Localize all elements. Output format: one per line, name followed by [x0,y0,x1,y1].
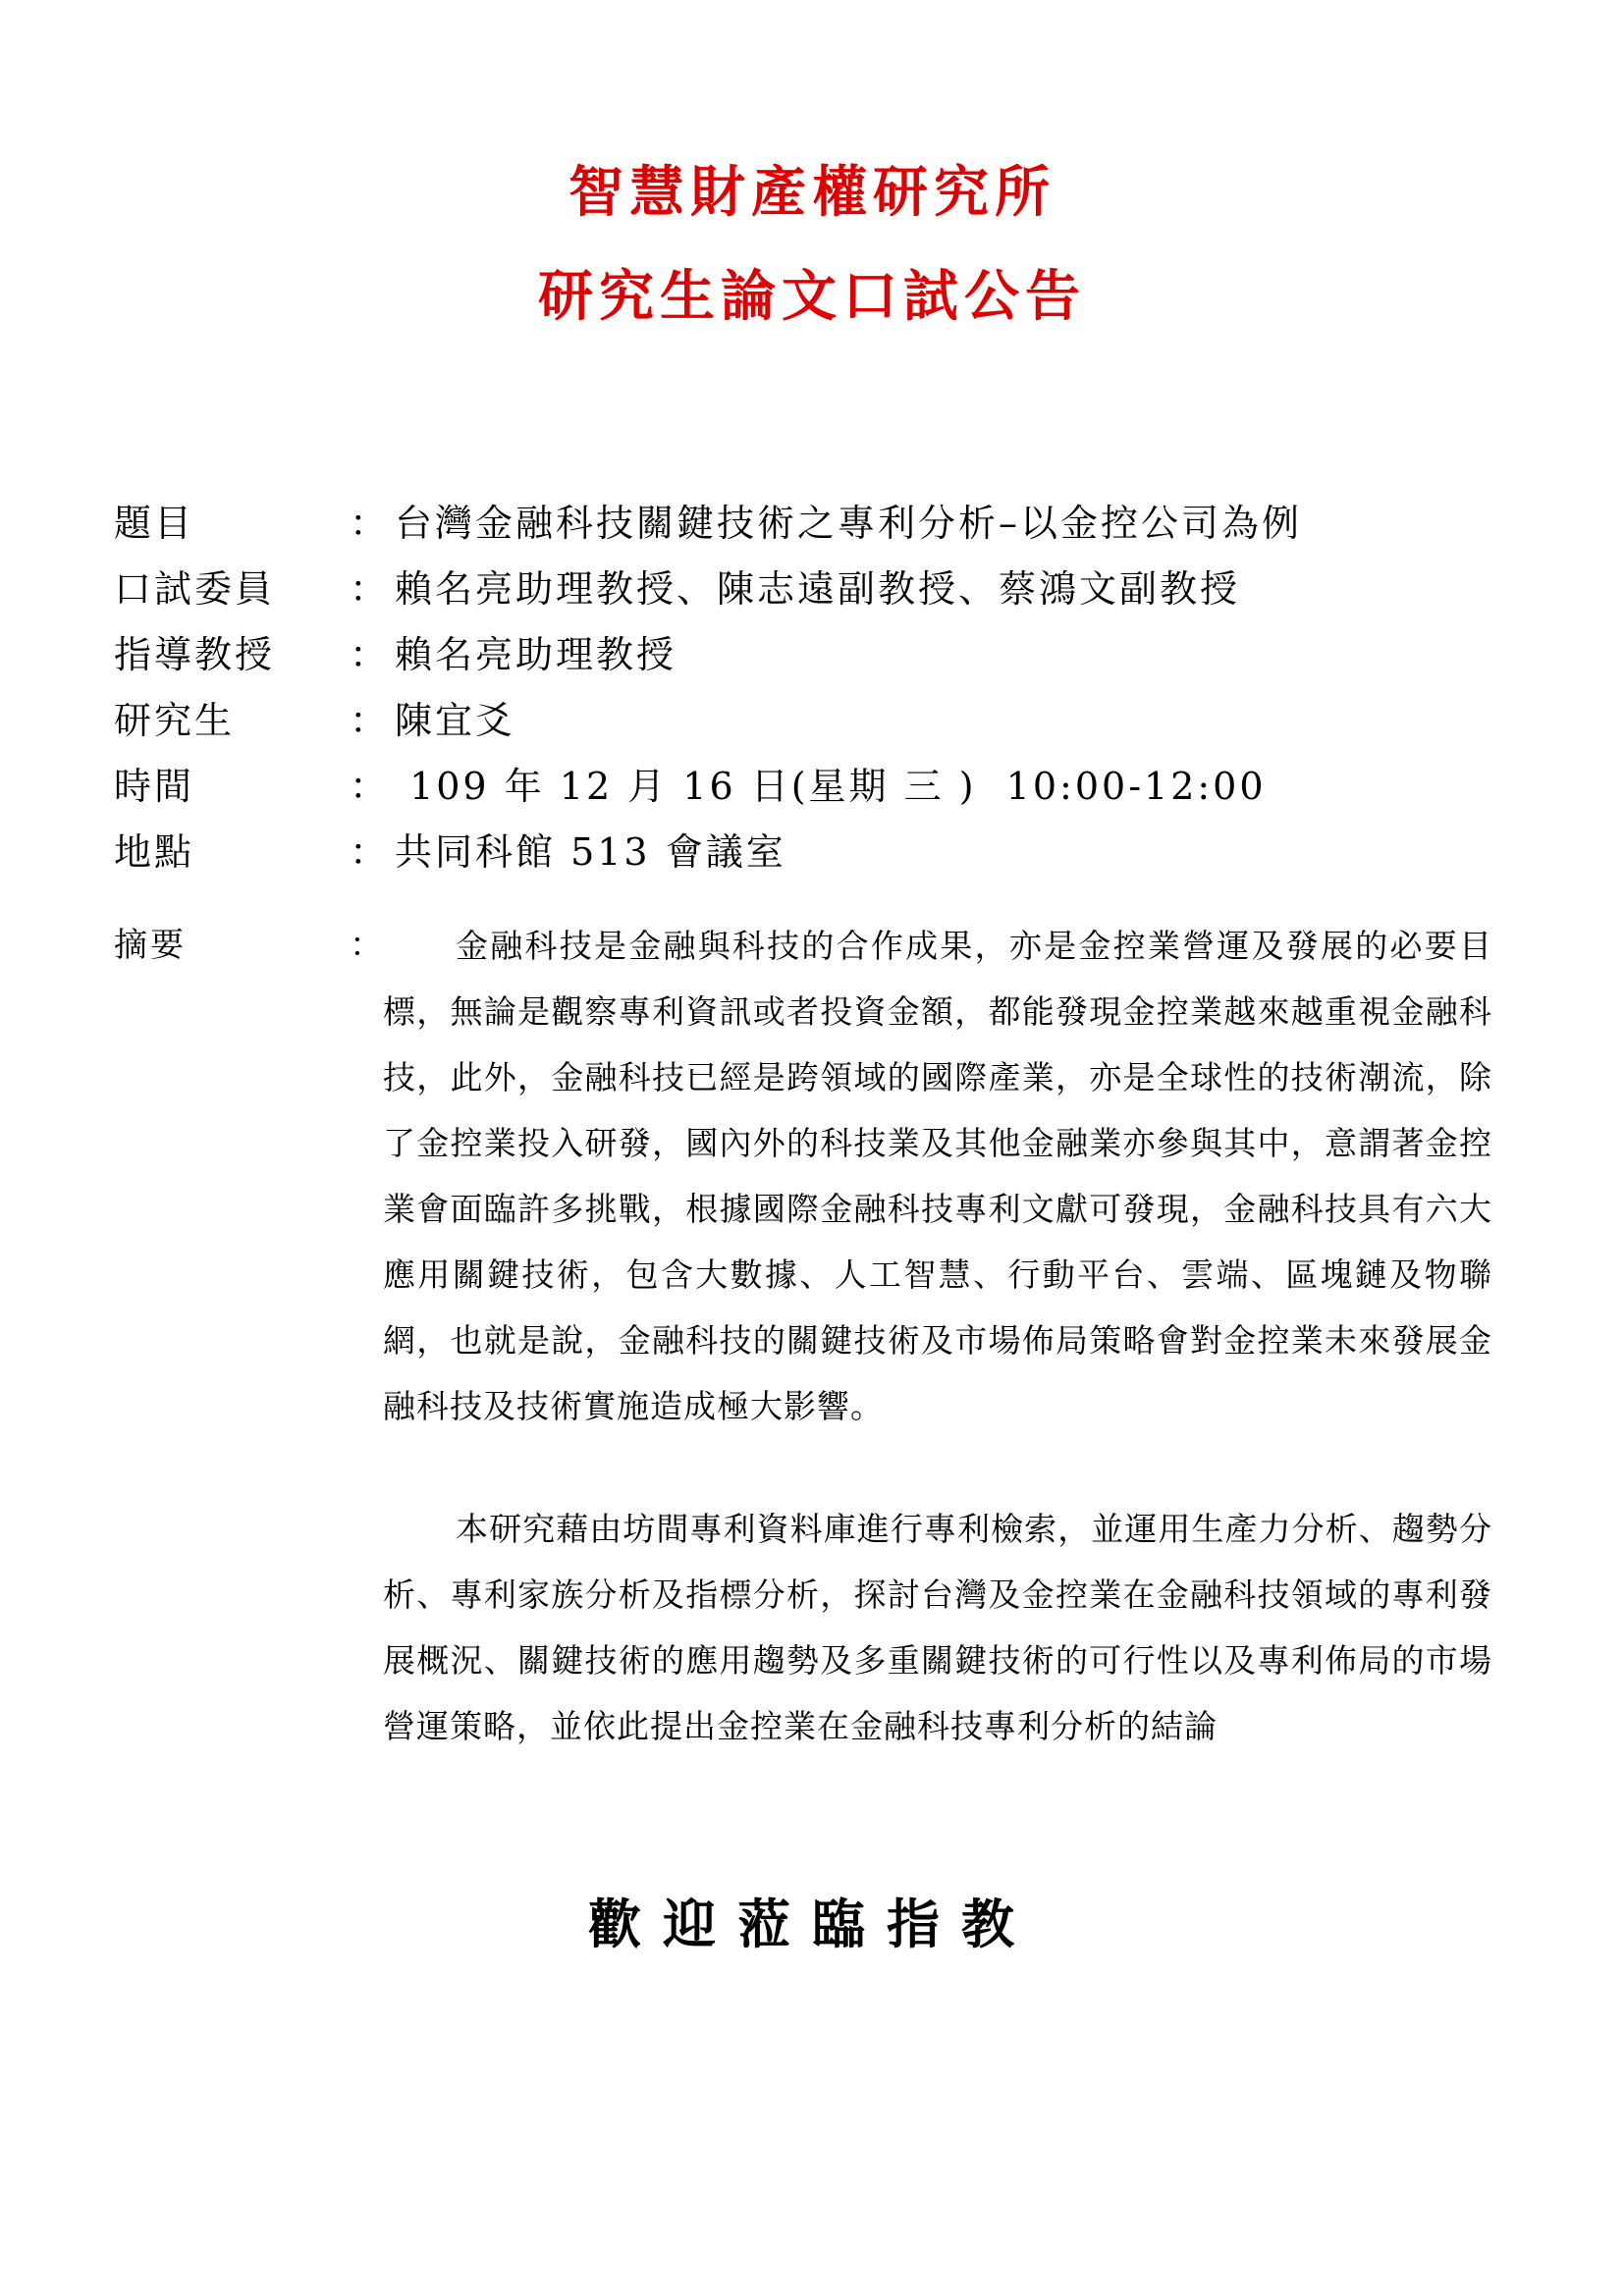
abstract-body [383,913,1492,1759]
detail-label: 口試委員 [114,567,276,611]
detail-label: 時間 [114,765,195,808]
detail-row-time [114,750,1508,816]
announcement-details [114,487,1508,881]
detail-colon: ： [350,502,391,545]
detail-label: 研究生 [114,699,236,742]
detail-label: 指導教授 [114,633,276,676]
detail-row-committee [114,553,1508,618]
detail-value-time: 109 年 12 月 16 日(星期 三 ) 10:00-12:00 [395,765,1267,808]
institute-title: 智慧財產權研究所 [568,160,1056,225]
welcome-message: 歡迎蒞臨指教 [588,1893,1036,1955]
detail-row-topic [114,487,1508,553]
detail-row-student [114,684,1508,750]
detail-value-location: 共同科館 513 會議室 [395,830,786,874]
detail-label: 地點 [114,830,195,874]
detail-row-advisor [114,618,1508,684]
detail-colon: ： [350,830,391,874]
detail-label: 題目 [114,502,195,545]
abstract-paragraph: 金融科技是金融與科技的合作成果，亦是金控業營運及發展的必要目標，無論是觀察專利資訊或者投資金額，都能發現金控業越來越重視金融科技，此外，金融科技已經是跨領域的國際產業，亦是全球性的技術潮流，除了金控業投入研發，國內外的科技業及其他金融業亦參與其中，意謂著金控業會面臨許多挑戰，根據國際金融科技專利文獻可發現，金融科技具有六大應用關鍵技術，包含大數據、人工智慧、行動平台、雲端、區塊鏈及物聯網，也就是說，金融科技的關鍵技術及市場佈局策略會對金控業未來發展金融科技及技術實施造成極大影響。 [383,927,1492,1425]
abstract-paragraph: 本研究藉由坊間專利資料庫進行專利檢索，並運用生產力分析、趨勢分析、專利家族分析及指標分析，探討台灣及金控業在金融科技領域的專利發展概況、關鍵技術的應用趨勢及多重關鍵技術的可行性以及專利佈局的市場營運策略，並依此提出金控業在金融科技專利分析的結論 [383,1510,1492,1745]
detail-row-location [114,816,1508,881]
detail-colon: ： [350,633,391,676]
detail-colon: ： [350,567,391,611]
announcement-title: 研究生論文口試公告 [538,264,1086,329]
abstract-colon: ： [350,926,386,965]
detail-colon: ： [350,699,391,742]
detail-value-advisor: 賴名亮助理教授 [395,633,677,676]
abstract-label: 摘要 [114,926,187,965]
detail-colon: ： [350,765,391,808]
detail-value-topic: 台灣金融科技關鍵技術之專利分析–以金控公司為例 [395,502,1303,545]
abstract-section [114,913,1508,1745]
detail-value-committee: 賴名亮助理教授、陳志遠副教授、蔡鴻文副教授 [395,567,1241,611]
detail-value-student: 陳宜爻 [395,699,516,742]
